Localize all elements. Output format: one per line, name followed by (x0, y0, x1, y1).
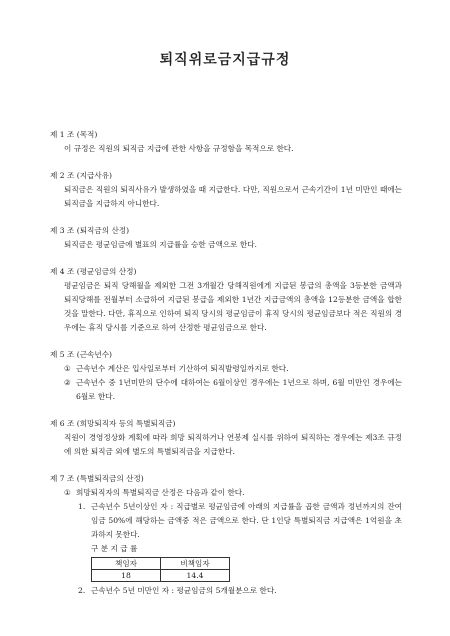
clause-text: 희망퇴직자의 특별퇴직금 산정은 다음과 같이 한다. (76, 488, 245, 497)
clause-item (64, 362, 402, 376)
clause-item (64, 376, 402, 404)
article-5 (50, 348, 402, 404)
document-title: 퇴직위로금지급규정 (159, 52, 291, 68)
article-2 (50, 169, 402, 211)
article-heading: 제 7 조 (특별퇴직금의 산정) (50, 474, 144, 483)
table-row (92, 570, 230, 582)
article-paragraph: 퇴직금은 직원의 퇴직사유가 발생하였을 때 지급한다. 다만, 직원으로서 근속기간이 1년 미만인 때에는 퇴직금을 지급하지 아니한다. (64, 185, 402, 208)
clause-text: 근속년수 계산은 입사일로부터 기산하여 퇴직발령일까지로 한다. (76, 364, 289, 373)
article-heading: 제 5 조 (근속년수) (50, 350, 113, 359)
clause-number: ① (64, 364, 71, 373)
sub-clause-item (78, 584, 402, 598)
article-paragraph: 평균임금은 퇴직 당해월을 제외한 그전 3개월간 당해직원에게 지급된 봉급의 총액을 3등분한 금액과 퇴직당해를 전월부터 소급하여 지급된 봉급을 제외한 1년간 지급금액의 총액을 12등분한 금액을 합한 것을 말한다. 다만, 휴직으로 인하여 퇴직 당시의 평균임금이 휴직 당시의 평균임금보다 적은 직원의 경우에는 휴직 당시를 기준으로 하여 산정한 평균임금으로 한다. (64, 281, 402, 332)
table-row (92, 558, 230, 570)
clause-number: ② (64, 378, 71, 387)
sub-clause-item (78, 500, 402, 542)
article-6 (50, 417, 402, 459)
clause-text: 근속년수 중 1년미만의 단수에 대하여는 6월이상인 경우에는 1년으로 하며, 6월 미만인 경우에는 6월로 한다. (76, 378, 402, 401)
article-paragraph: 이 규정은 직원의 퇴직금 지급에 관한 사항을 규정함을 목적으로 한다. (64, 144, 294, 153)
article-1 (50, 128, 402, 156)
article-heading: 제 1 조 (목적) (50, 130, 98, 139)
rate-table (91, 557, 230, 582)
table-header-cell: 책임자 (92, 558, 161, 570)
article-heading: 제 4 조 (평균임금의 산정) (50, 267, 137, 276)
article-4 (50, 265, 402, 335)
article-7 (50, 472, 402, 598)
article-paragraph: 직원이 경영정상화 계획에 따라 희망 퇴직하거나 연봉제 실시를 위하여 퇴직하는 경우에는 제3조 규정에 의한 퇴직금 외에 별도의 특별퇴직금을 지급한다. (64, 433, 402, 456)
document-body (50, 128, 402, 611)
article-heading: 제 6 조 (희망퇴직자 등의 특별퇴직금) (50, 419, 176, 428)
table-cell: 14.4 (161, 570, 230, 582)
table-cell: 18 (92, 570, 161, 582)
sub-clause-number: 1. (78, 502, 86, 511)
article-3 (50, 224, 402, 252)
clause-item (64, 486, 402, 500)
article-heading: 제 2 조 (지급사유) (50, 171, 113, 180)
sub-clause-text: 근속년수 5년이상인 자 : 직급별로 평균임금에 아래의 지급률을 곱한 금액과 정년까지의 잔여임금 50%에 해당하는 금액중 적은 금액으로 한다. 단 1인당 특별퇴직금 지급액은 1억원을 초과하지 못한다. (91, 502, 402, 539)
rate-label: 구 분 지 급 률 (91, 544, 138, 553)
article-paragraph: 퇴직금은 평균임금에 별표의 지급률을 승한 금액으로 한다. (64, 240, 257, 249)
clause-number: ① (64, 488, 71, 497)
article-heading: 제 3 조 (퇴직금의 산정) (50, 226, 130, 235)
table-header-cell: 비책임자 (161, 558, 230, 570)
sub-clause-number: 2. (78, 586, 86, 595)
sub-clause-text: 근속년수 5년 미만인 자 : 평균임금의 5개월분으로 한다. (91, 586, 277, 595)
